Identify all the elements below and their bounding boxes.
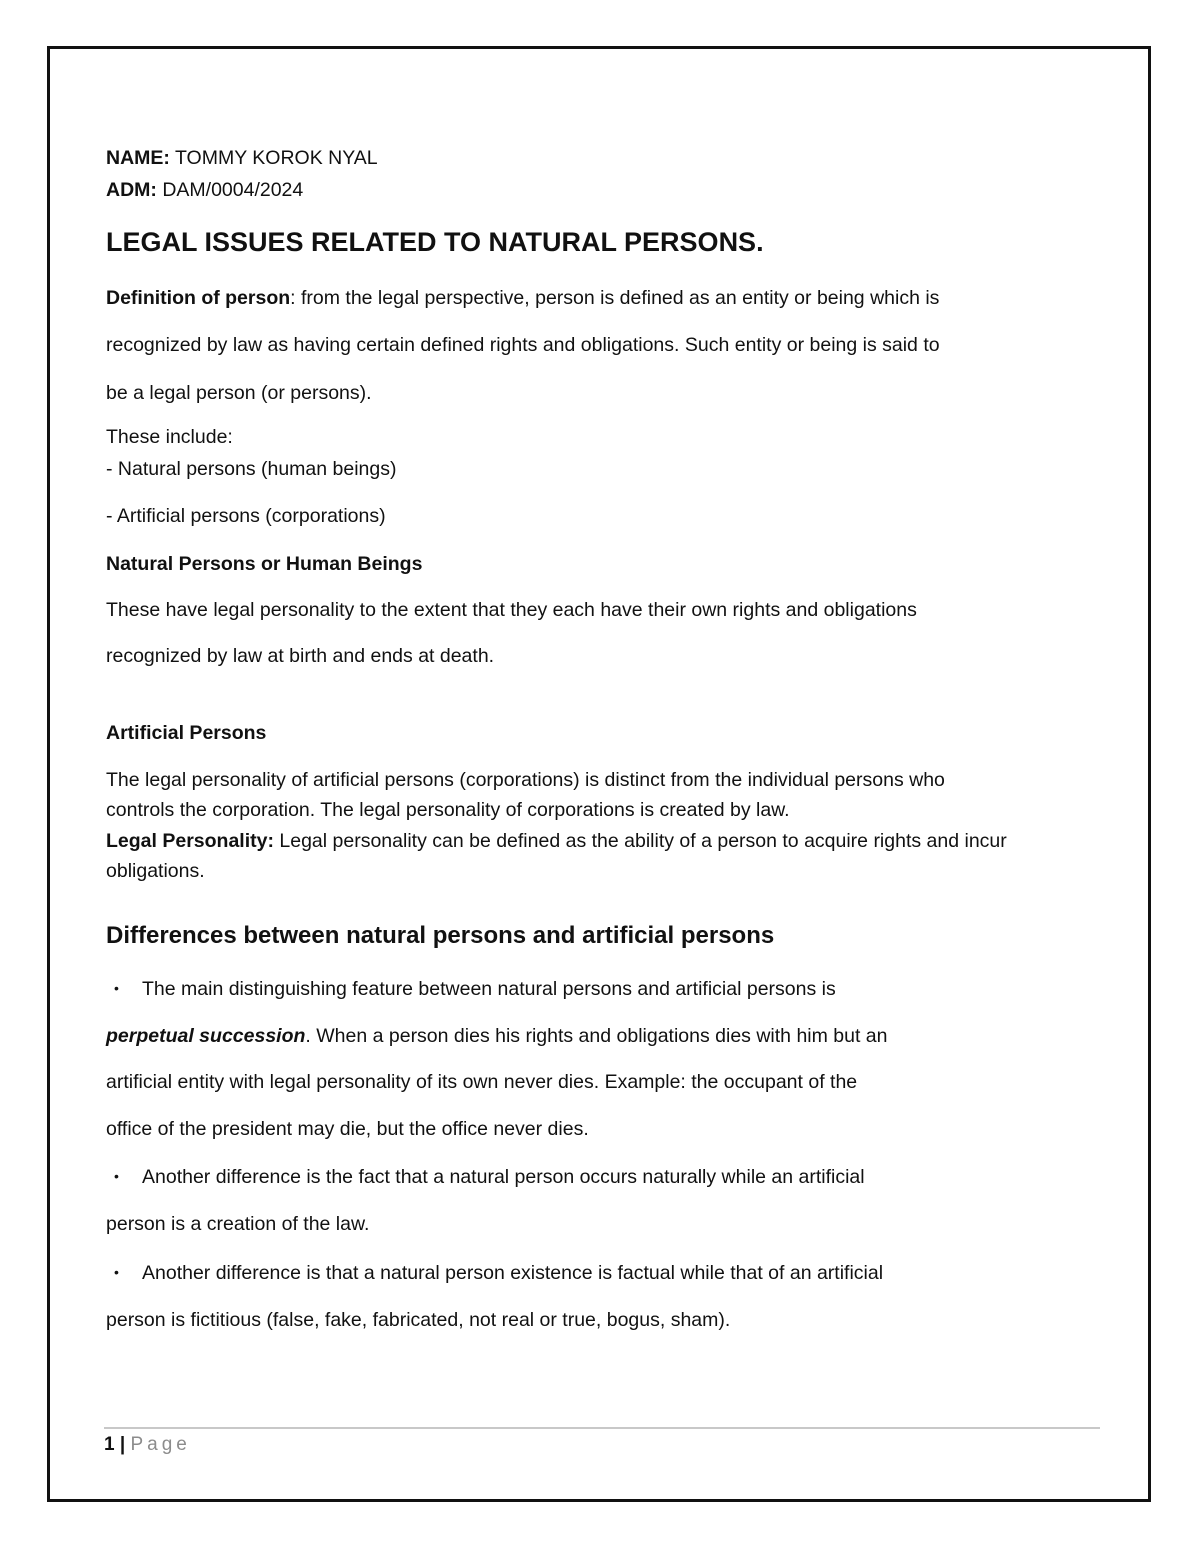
bullet-icon: •	[114, 980, 119, 996]
natural-persons-heading: Natural Persons or Human Beings	[106, 553, 423, 575]
bullet-icon: •	[114, 1168, 119, 1184]
natural-persons-line-2: recognized by law at birth and ends at death.	[106, 645, 495, 667]
page-footer	[104, 1433, 191, 1457]
bullet-icon: •	[114, 1264, 119, 1280]
legal-personality-line-1	[106, 829, 1007, 853]
footer-divider	[104, 1427, 1100, 1429]
definition-line-3: be a legal person (or persons).	[106, 382, 372, 404]
difference-bullet-1-line-2: perpetual succession. When a person dies his rights and obligations dies with him but an	[106, 1025, 888, 1047]
name-line	[106, 146, 378, 170]
legal-personality-line-2: obligations.	[106, 860, 205, 882]
document-title: LEGAL ISSUES RELATED TO NATURAL PERSONS.	[106, 227, 764, 257]
natural-persons-line-1: These have legal personality to the extent that they each have their own rights and obligations	[106, 599, 917, 621]
includes-intro: These include:	[106, 426, 233, 448]
definition-term: Definition of person	[106, 287, 291, 309]
definition-line-2: recognized by law as having certain defined rights and obligations. Such entity or being is said to	[106, 334, 940, 356]
difference-bullet-1-line-1: • The main distinguishing feature between natural persons and artificial persons is	[106, 976, 836, 1001]
definition-text: : from the legal perspective, person is defined as an entity or being which is	[290, 287, 940, 309]
adm-line	[106, 178, 303, 202]
legal-personality-term: Legal Personality:	[106, 830, 274, 852]
definition-line-1	[106, 286, 939, 310]
difference-bullet-3-line-1: • Another difference is that a natural person existence is factual while that of an artificial	[106, 1260, 883, 1285]
difference-bullet-1-line-4: office of the president may die, but the office never dies.	[106, 1118, 589, 1140]
legal-personality-text: Legal personality can be defined as the ability of a person to acquire rights and incur	[273, 830, 1007, 852]
artificial-persons-heading: Artificial Persons	[106, 722, 267, 744]
artificial-persons-line-1: The legal personality of artificial persons (corporations) is distinct from the individual persons who	[106, 769, 945, 791]
includes-item-natural: - Natural persons (human beings)	[106, 458, 397, 480]
difference-bullet-2-line-1: • Another difference is the fact that a natural person occurs naturally while an artificial	[106, 1164, 865, 1189]
name-label: NAME:	[106, 147, 170, 169]
differences-heading: Differences between natural persons and artificial persons	[106, 922, 775, 949]
name-value: TOMMY KOROK NYAL	[169, 147, 378, 169]
artificial-persons-line-2: controls the corporation. The legal personality of corporations is created by law.	[106, 799, 790, 821]
difference-bullet-1-line-3: artificial entity with legal personality of its own never dies. Example: the occupant of the	[106, 1071, 858, 1093]
adm-value: DAM/0004/2024	[156, 179, 304, 201]
page-separator: |	[114, 1434, 131, 1455]
page-number: 1	[104, 1434, 115, 1455]
difference-bullet-2-line-2: person is a creation of the law.	[106, 1213, 370, 1235]
includes-item-artificial: - Artificial persons (corporations)	[106, 505, 386, 527]
page-word: Page	[130, 1434, 191, 1455]
adm-label: ADM:	[106, 179, 157, 201]
perpetual-succession-term: perpetual succession	[106, 1025, 306, 1047]
difference-bullet-3-line-2: person is fictitious (false, fake, fabricated, not real or true, bogus, sham).	[106, 1309, 731, 1331]
